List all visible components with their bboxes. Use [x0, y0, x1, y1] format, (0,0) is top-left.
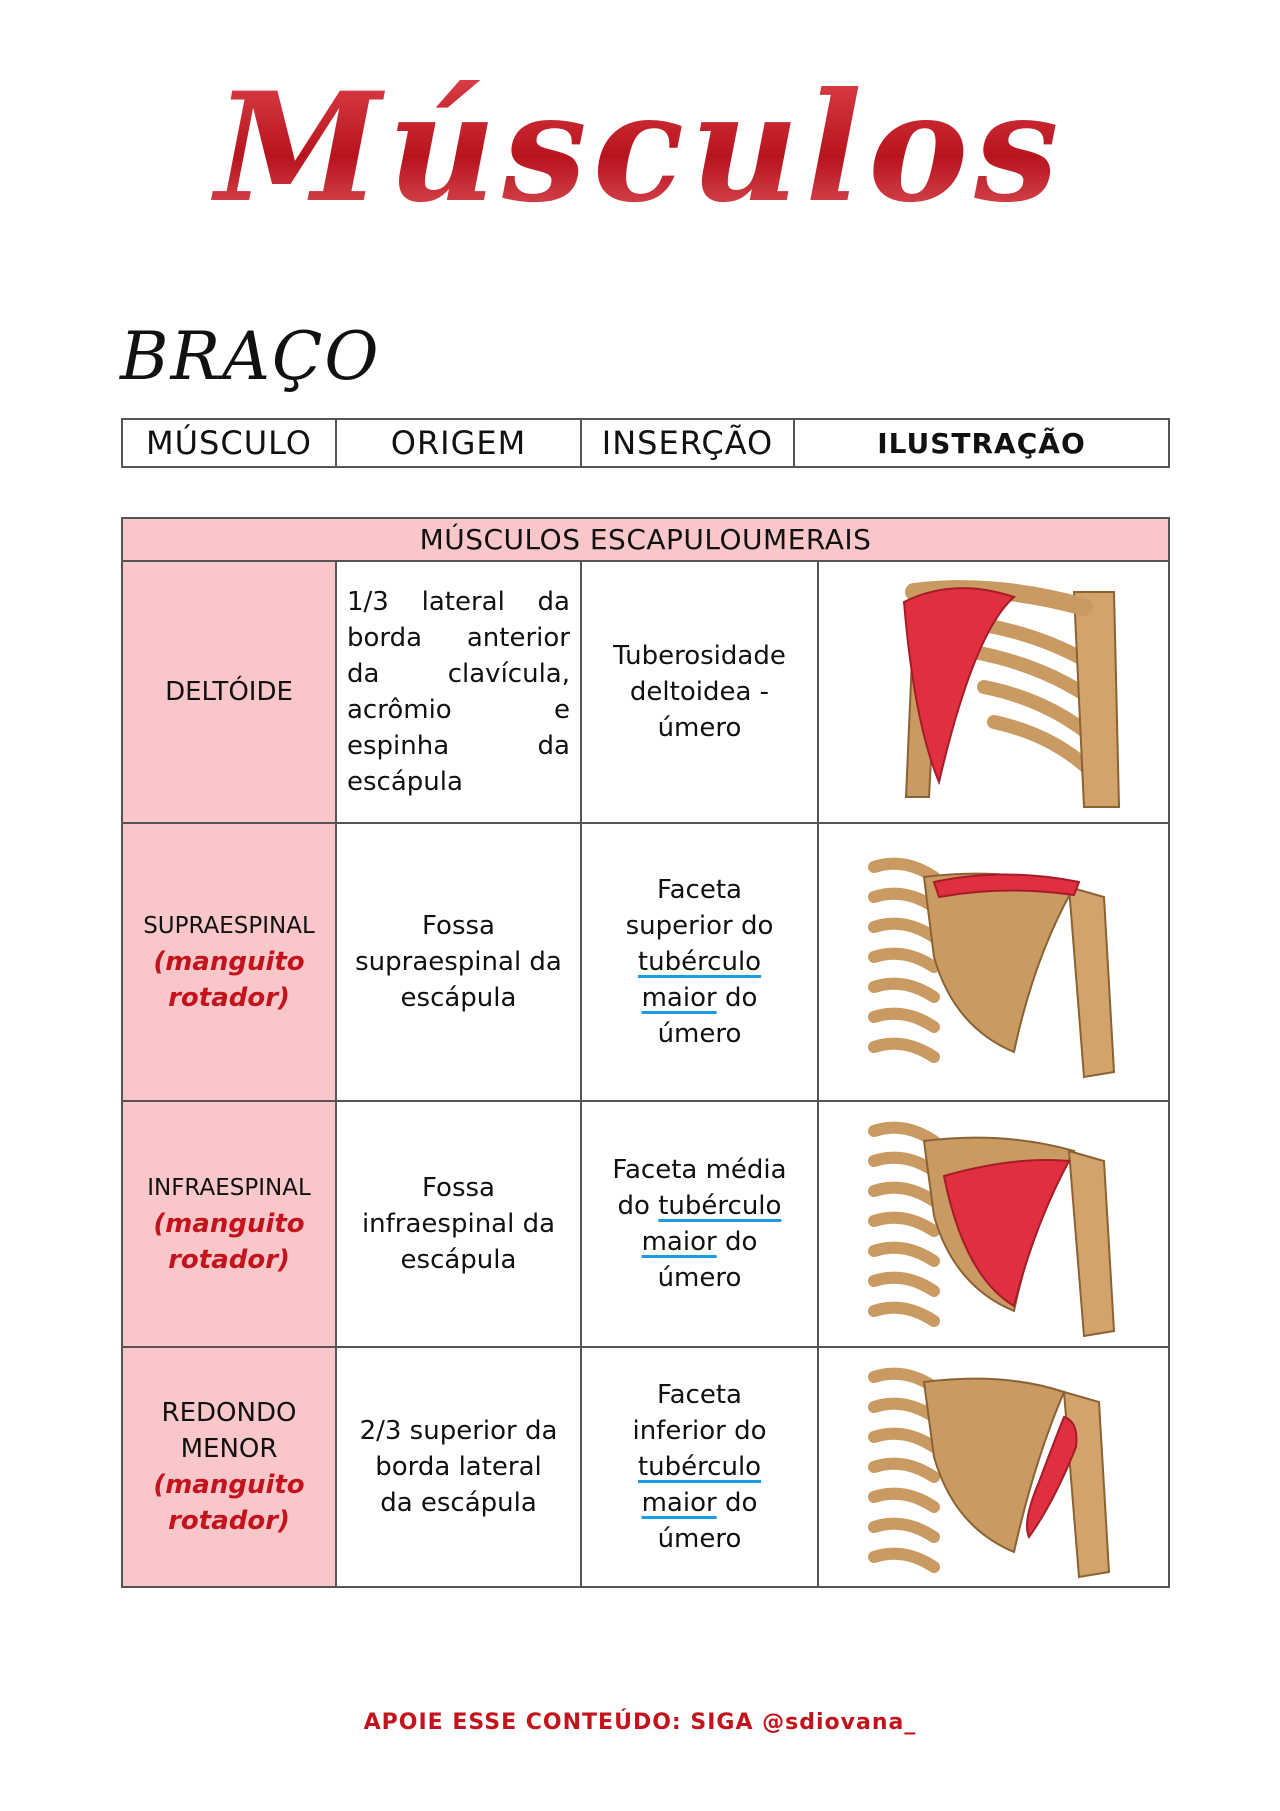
table-row	[122, 561, 1169, 823]
infraspinatus-illustration	[864, 1106, 1124, 1342]
insertion-highlight: tubérculo maior	[637, 947, 762, 1013]
insertion-cell	[581, 823, 818, 1101]
muscle-subtitle: (manguito rotador)	[153, 947, 305, 1013]
illustration-cell	[818, 561, 1169, 823]
illustration-cell	[818, 1101, 1169, 1347]
insertion-text: Faceta superior do	[625, 875, 774, 941]
header-origem: ORIGEM	[336, 419, 581, 467]
muscle-table	[121, 517, 1170, 1588]
illustration-cell	[818, 823, 1169, 1101]
insertion-cell	[581, 1101, 818, 1347]
insertion-highlight: tubérculo maior	[637, 1452, 762, 1518]
origin-cell: Fossa supraespinal da escápula	[336, 823, 581, 1101]
group-title: MÚSCULOS ESCAPULOUMERAIS	[122, 518, 1169, 561]
muscle-name: DELTÓIDE	[165, 677, 293, 707]
insertion-text: do úmero	[657, 1488, 758, 1554]
insertion-text: do úmero	[657, 1227, 758, 1293]
origin-cell: 1/3 lateral da borda anterior da clavícula, acrômio e espinha da escápula	[336, 561, 581, 823]
header-musculo: MÚSCULO	[122, 419, 336, 467]
origin-cell: 2/3 superior da borda lateral da escápula	[336, 1347, 581, 1587]
origin-cell: Fossa infraespinal da escápula	[336, 1101, 581, 1347]
insertion-cell: Tuberosidade deltoidea - úmero	[581, 561, 818, 823]
deltoid-illustration	[844, 572, 1144, 812]
muscle-name: REDONDO MENOR	[161, 1398, 297, 1464]
muscle-name-cell	[122, 823, 336, 1101]
muscle-name-cell	[122, 1347, 336, 1587]
muscle-name-cell	[122, 1101, 336, 1347]
teres-minor-illustration	[864, 1352, 1124, 1582]
section-title: BRAÇO	[120, 318, 381, 395]
insertion-text: Faceta média do	[612, 1155, 787, 1221]
muscle-name-cell	[122, 561, 336, 823]
muscle-name: SUPRAESPINAL	[143, 913, 315, 939]
table-row	[122, 1101, 1169, 1347]
illustration-cell	[818, 1347, 1169, 1587]
insertion-cell	[581, 1347, 818, 1587]
table-row	[122, 1347, 1169, 1587]
insertion-highlight: tubérculo maior	[641, 1191, 782, 1257]
muscle-subtitle: (manguito rotador)	[153, 1209, 305, 1275]
insertion-text: do úmero	[657, 983, 758, 1049]
muscle-name: INFRAESPINAL	[147, 1175, 311, 1201]
page-title: Músculos	[0, 60, 1280, 236]
muscle-subtitle: (manguito rotador)	[153, 1470, 305, 1536]
footer-credit: APOIE ESSE CONTEÚDO: SIGA @sdiovana_	[363, 1710, 917, 1735]
header-table	[121, 418, 1170, 468]
header-insercao: INSERÇÃO	[581, 419, 794, 467]
insertion-text: Faceta inferior do	[632, 1380, 767, 1446]
supraspinatus-illustration	[864, 837, 1124, 1087]
table-row	[122, 823, 1169, 1101]
header-ilustracao: ILUSTRAÇÃO	[794, 419, 1169, 467]
